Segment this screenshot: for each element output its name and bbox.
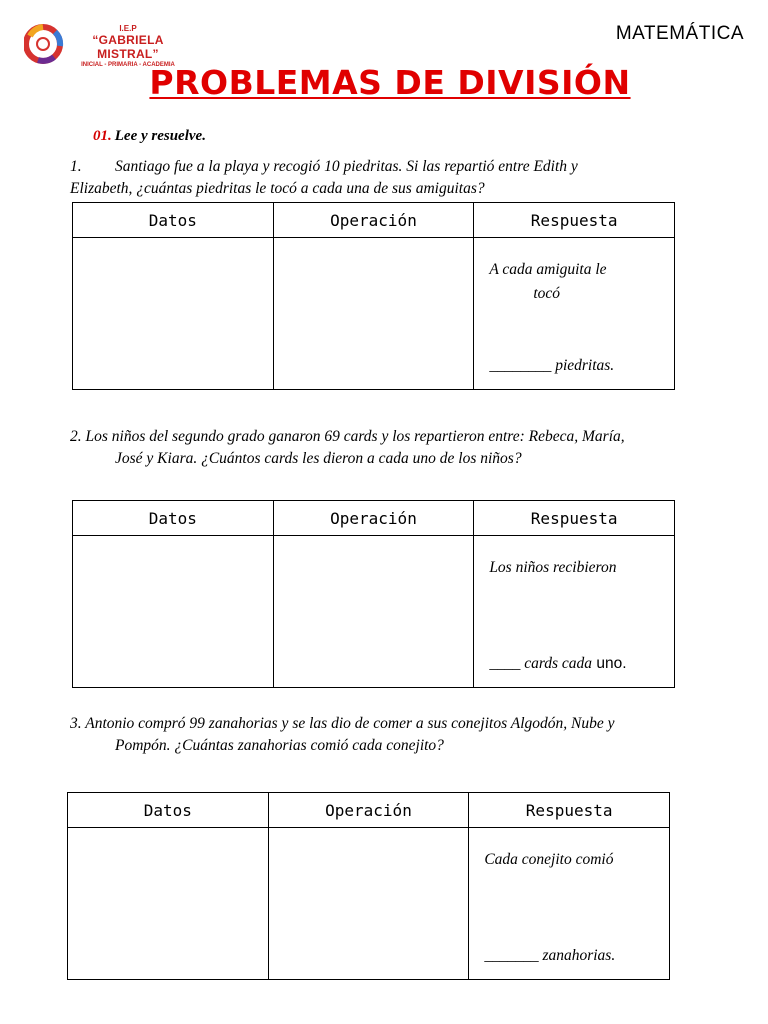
- problem-2-statement: [70, 426, 710, 470]
- answer-2-line1: Los niños recibieron: [489, 559, 617, 576]
- answer-2-suffix: cards cada: [520, 655, 593, 672]
- instruction: [93, 128, 206, 145]
- problem-1-table: [72, 202, 675, 390]
- subject-label: MATEMÁTICA: [615, 23, 744, 44]
- answer-2-suffix2: uno.: [592, 655, 627, 672]
- answer-1-suffix: piedritas.: [551, 357, 615, 374]
- answer-3-suffix: zanahorias.: [538, 947, 616, 964]
- datos-cell[interactable]: [73, 238, 274, 390]
- operacion-cell[interactable]: [268, 828, 469, 980]
- respuesta-cell[interactable]: [474, 536, 675, 688]
- page-title: PROBLEMAS DE DIVISIÓN: [149, 63, 631, 102]
- respuesta-header: Respuesta: [474, 203, 675, 238]
- operacion-header: Operación: [273, 501, 474, 536]
- problem-2-table: [72, 500, 675, 688]
- problem-3-table: [67, 792, 670, 980]
- datos-cell[interactable]: [68, 828, 269, 980]
- answer-2-blank[interactable]: ____: [489, 655, 521, 672]
- answer-1-line1: A cada amiguita le: [489, 261, 607, 278]
- operacion-cell[interactable]: [273, 536, 474, 688]
- answer-1-line2: tocó: [533, 285, 560, 302]
- problem-2-line1: 2. Los niños del segundo grado ganaron 69 cards y los repartieron entre: Rebeca, María,: [70, 428, 625, 445]
- school-logo: [24, 22, 194, 68]
- datos-cell[interactable]: [73, 536, 274, 688]
- answer-3-blank[interactable]: _______: [484, 947, 539, 964]
- respuesta-header: Respuesta: [474, 501, 675, 536]
- datos-header: Datos: [68, 793, 269, 828]
- datos-header: Datos: [73, 501, 274, 536]
- respuesta-cell[interactable]: [474, 238, 675, 390]
- logo-iep: I.E.P: [119, 24, 137, 33]
- answer-3-line1: Cada conejito comió: [484, 851, 614, 868]
- problem-3-line2: Pompón. ¿Cuántas zanahorias comió cada conejito?: [115, 737, 444, 754]
- problem-3-statement: [70, 713, 710, 757]
- problem-1-number: 1.: [70, 158, 82, 175]
- operacion-header: Operación: [273, 203, 474, 238]
- logo-emblem-icon: [24, 22, 64, 66]
- problem-2-line2: José y Kiara. ¿Cuántos cards les dieron a cada uno de los niños?: [115, 450, 522, 467]
- problem-1-line1: Santiago fue a la playa y recogió 10 piedritas. Si las repartió entre Edith y: [115, 158, 578, 175]
- logo-school-name: “GABRIELA MISTRAL”: [92, 33, 164, 61]
- datos-header: Datos: [73, 203, 274, 238]
- answer-1-blank[interactable]: ________: [489, 357, 552, 374]
- instruction-number: 01.: [93, 128, 112, 144]
- operacion-header: Operación: [268, 793, 469, 828]
- respuesta-header: Respuesta: [469, 793, 670, 828]
- logo-levels: INICIAL - PRIMARIA - ACADEMIA: [81, 62, 175, 68]
- problem-1-line2: Elizabeth, ¿cuántas piedritas le tocó a cada una de sus amiguitas?: [70, 180, 485, 197]
- instruction-text: Lee y resuelve.: [114, 128, 206, 144]
- problem-3-line1: 3. Antonio compró 99 zanahorias y se las dio de comer a sus conejitos Algodón, Nube y: [70, 715, 615, 732]
- operacion-cell[interactable]: [273, 238, 474, 390]
- respuesta-cell[interactable]: [469, 828, 670, 980]
- problem-1-statement: [70, 156, 710, 200]
